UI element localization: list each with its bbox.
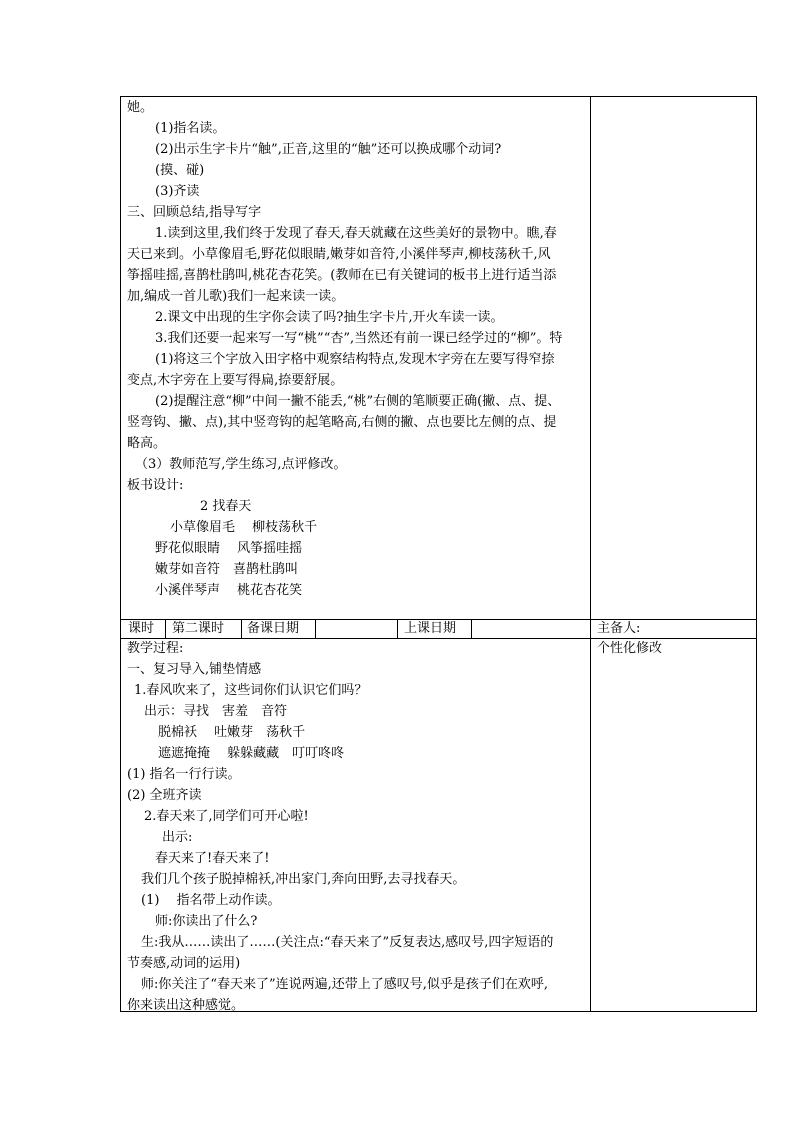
upper-line: (3)齐读 — [155, 184, 200, 199]
blackboard-title: 2 找春天 — [200, 499, 252, 514]
header-cell-divider — [241, 619, 242, 639]
section-heading: 三、回顾总结,指导写字 — [127, 205, 262, 220]
side-column-divider — [590, 97, 591, 1011]
section-heading: 一、复习导入,铺垫情感 — [127, 662, 262, 677]
lower-line: 春天来了!春天来了! — [155, 851, 270, 866]
lower-line: 师:你关注了“春天来了”连说两遍,还带上了感叹号,似乎是孩子们在欢呼, — [141, 977, 549, 992]
header-cell-divider — [165, 619, 166, 639]
upper-line: (2)出示生字卡片“触”,正音,这里的“触”还可以换成哪个动词? — [155, 142, 502, 157]
lower-line: 生:我从……读出了……(关注点:“春天来了”反复表达,感叹号,四字短语的 — [141, 935, 554, 950]
lead-preparer-label: 主备人: — [597, 621, 641, 636]
lower-line: 我们几个孩子脱掉棉袄,冲出家门,奔向田野,去寻找春天。 — [141, 872, 466, 887]
upper-line: 变点,木字旁在上要写得扁,捺要舒展。 — [127, 373, 344, 388]
header-cell-divider — [397, 619, 398, 639]
blackboard-label: 板书设计: — [127, 478, 184, 493]
personalized-edit-label: 个性化修改 — [597, 641, 663, 656]
lower-line: (1) 指名一行行读。 — [127, 767, 241, 782]
upper-line: 竖弯钩、撇、点),其中竖弯钩的起笔略高,右侧的撇、点也要比左侧的点、提 — [127, 415, 557, 430]
upper-line: (1)指名读。 — [155, 121, 226, 136]
upper-line: 筝摇哇摇,喜鹊杜鹃叫,桃花杏花笑。(教师在已有关键词的板书上进行适当添 — [127, 268, 557, 283]
blackboard-line: 小溪伴琴声 桃花杏花笑 — [155, 583, 303, 598]
upper-line: (2)提醒注意“柳”中间一撇不能丢,“桃”右侧的笔顺要正确(撇、点、提、 — [155, 394, 561, 409]
upper-line: 3.我们还要一起来写一写“桃”“杏”,当然还有前一课已经学过的“柳”。特 — [155, 331, 563, 346]
upper-line: 加,编成一首儿歌)我们一起来读一读。 — [127, 289, 345, 304]
lower-line: 出示：寻找 害羞 音符 — [144, 704, 288, 719]
lower-line: 节奏感,动词的运用) — [127, 956, 241, 971]
lower-line: 遮遮掩掩 躲躲藏藏 叮叮咚咚 — [158, 746, 345, 761]
header-cell-divider — [471, 619, 472, 639]
upper-line: 天已来到。小草像眉毛,野花似眼睛,嫩芽如音符,小溪伴琴声,柳枝荡秋千,风 — [127, 247, 551, 262]
lower-line: 2.春天来了,同学们可开心啦! — [144, 809, 309, 824]
lower-line: 教学过程: — [127, 641, 184, 656]
upper-line: (1)将这三个字放入田字格中观察结构特点,发现木字旁在左要写得窄捺 — [155, 352, 555, 367]
lower-line: 你来读出这种感觉。 — [127, 998, 245, 1013]
blackboard-line: 嫩芽如音符 喜鹊杜鹃叫 — [155, 562, 299, 577]
lower-line: 1.春风吹来了，这些词你们认识它们吗？ — [134, 683, 368, 698]
header-cell-divider — [315, 619, 316, 639]
lower-line: 师:你读出了什么? — [155, 914, 258, 929]
upper-line: （3）教师范写,学生练习,点评修改。 — [135, 457, 347, 472]
class-date-label: 上课日期 — [404, 621, 457, 636]
keshi-value: 第二课时 — [172, 621, 225, 636]
lower-line: 脱棉袄 吐嫩芽 荡秋千 — [158, 725, 306, 740]
upper-line: 她。 — [127, 100, 154, 115]
keshi-label: 课时 — [128, 621, 155, 636]
upper-line: (摸、碰) — [155, 163, 205, 178]
blackboard-line: 小草像眉毛 柳枝荡秋千 — [170, 520, 318, 535]
lower-line: (2) 全班齐读 — [127, 788, 202, 803]
blackboard-line: 野花似眼睛 风筝摇哇摇 — [155, 541, 303, 556]
lower-line: 出示: — [162, 830, 193, 845]
lower-line: (1) 指名带上动作读。 — [141, 893, 281, 908]
upper-line: 略高。 — [127, 436, 167, 451]
upper-line: 1.读到这里,我们终于发现了春天,春天就藏在这些美好的景物中。瞧,春 — [155, 226, 557, 241]
upper-line: 2.课文中出现的生字你会读了吗?抽生字卡片,开火车读一读。 — [155, 310, 504, 325]
prep-date-label: 备课日期 — [247, 621, 300, 636]
